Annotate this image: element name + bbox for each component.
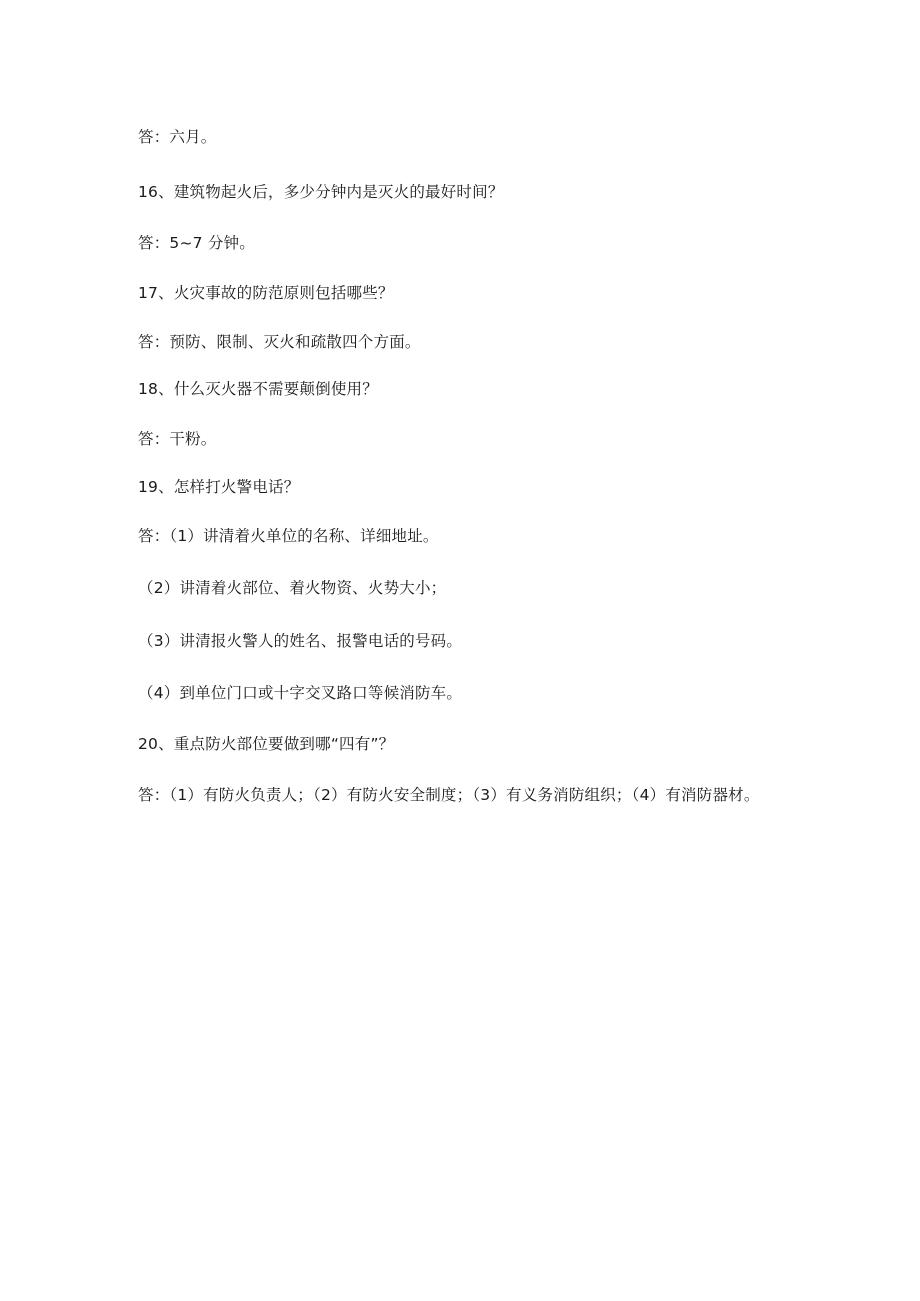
answer-16: 答：5~7 分钟。: [138, 234, 255, 252]
question-20: 20、重点防火部位要做到哪“四有”？: [138, 735, 395, 753]
answer-19-item-2: （2）讲清着火部位、着火物资、火势大小；: [138, 579, 447, 597]
question-17: 17、火灾事故的防范原则包括哪些？: [138, 284, 394, 302]
question-18: 18、什么灭火器不需要颠倒使用？: [138, 380, 378, 398]
answer-19-item-3: （3）讲清报火警人的姓名、报警电话的号码。: [138, 632, 463, 650]
question-16: 16、建筑物起火后，多少分钟内是灭火的最好时间？: [138, 183, 504, 201]
answer-20: 答：（1）有防火负责人；（2）有防火安全制度；（3）有义务消防组织；（4）有消防器材。: [138, 786, 760, 804]
answer-15: 答：六月。: [138, 128, 217, 146]
question-19: 19、怎样打火警电话？: [138, 478, 300, 496]
answer-19-item-1: 答：（1）讲清着火单位的名称、详细地址。: [138, 527, 439, 545]
answer-18: 答：干粉。: [138, 430, 217, 448]
answer-17: 答：预防、限制、灭火和疏散四个方面。: [138, 333, 421, 351]
answer-19-item-4: （4）到单位门口或十字交叉路口等候消防车。: [138, 684, 463, 702]
